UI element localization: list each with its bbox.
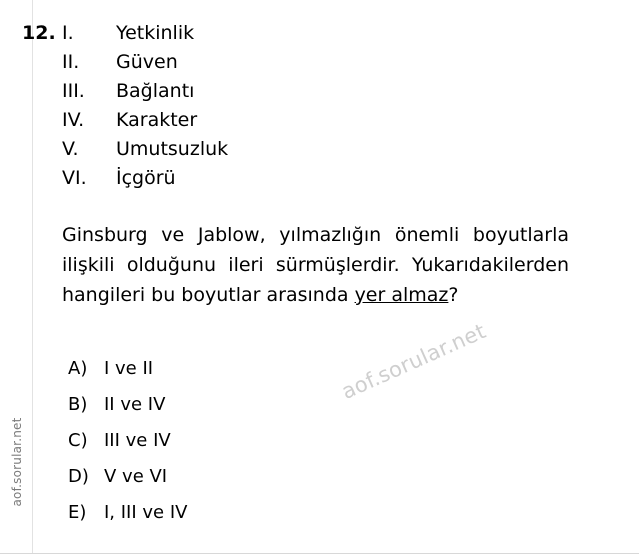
option-label: II ve IV — [104, 394, 166, 415]
option-label: I ve II — [104, 358, 154, 379]
list-item-label: Umutsuzluk — [116, 138, 229, 160]
question-number: 12. — [22, 22, 56, 44]
stem-text-start: Ginsburg ve Jablow, yılmazlığın önemli boyutlarla ilişkili olduğunu ileri sürmüşlerdir. Yukarıdakilerden hangileri bu boyutlar arasında — [62, 224, 569, 306]
list-item — [62, 109, 482, 138]
list-item — [62, 167, 482, 196]
list-item-label: İçgörü — [116, 167, 176, 189]
option-letter: C) — [68, 430, 88, 451]
list-item-label: Karakter — [116, 109, 198, 131]
question-stem — [62, 220, 569, 310]
list-item-numeral: I. — [62, 22, 74, 44]
option-e[interactable] — [68, 502, 498, 538]
answer-options — [68, 358, 498, 538]
list-item — [62, 51, 482, 80]
diagonal-watermark: aof.sorular.net — [338, 318, 490, 404]
list-item-label: Bağlantı — [116, 80, 195, 102]
list-item-label: Yetkinlik — [116, 22, 195, 44]
option-letter: A) — [68, 358, 88, 379]
list-item — [62, 22, 482, 51]
list-item-numeral: VI. — [62, 167, 87, 189]
roman-numeral-list — [62, 22, 482, 196]
option-label: V ve VI — [104, 466, 168, 487]
stem-emphasis: yer almaz — [354, 284, 449, 306]
list-item-numeral: II. — [62, 51, 80, 73]
option-label: III ve IV — [104, 430, 171, 451]
list-item — [62, 138, 482, 167]
left-margin-strip — [0, 0, 33, 554]
option-b[interactable] — [68, 394, 498, 430]
vertical-watermark: aof.sorular.net — [10, 417, 24, 507]
option-letter: D) — [68, 466, 89, 487]
option-label: I, III ve IV — [104, 502, 188, 523]
stem-text-end: ? — [448, 284, 459, 306]
option-d[interactable] — [68, 466, 498, 502]
list-item-numeral: III. — [62, 80, 85, 102]
option-c[interactable] — [68, 430, 498, 466]
list-item-numeral: V. — [62, 138, 79, 160]
list-item — [62, 80, 482, 109]
option-letter: E) — [68, 502, 87, 523]
list-item-label: Güven — [116, 51, 178, 73]
option-a[interactable] — [68, 358, 498, 394]
list-item-numeral: IV. — [62, 109, 85, 131]
option-letter: B) — [68, 394, 88, 415]
